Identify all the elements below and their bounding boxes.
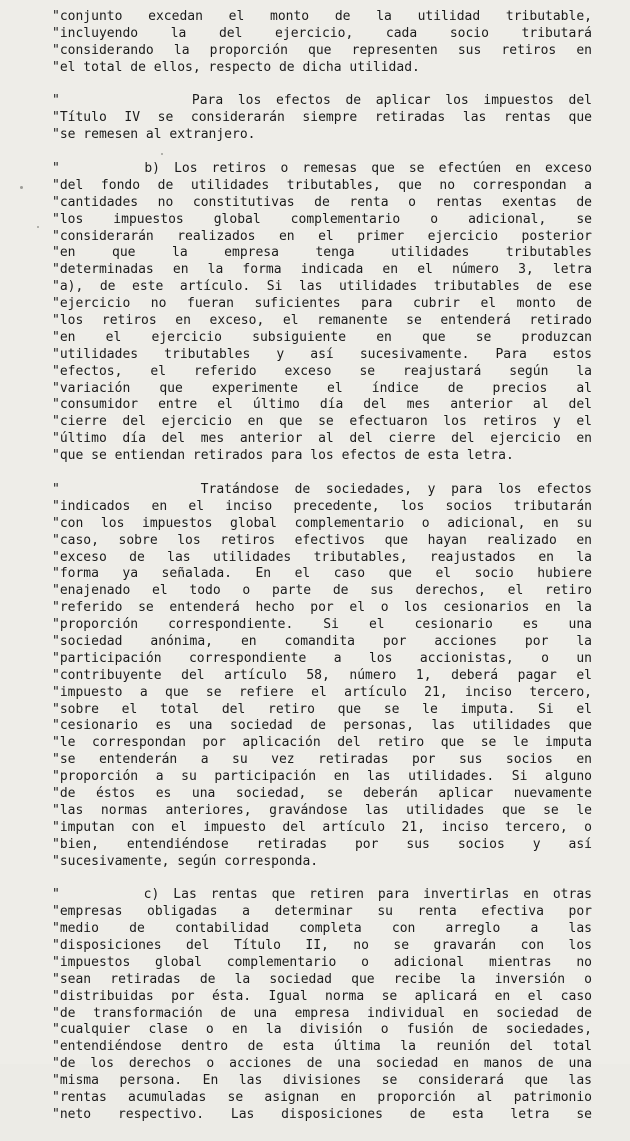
text-line: "incluyendo la del ejercicio, cada socio tributará <box>52 25 592 41</box>
scan-speck <box>37 226 39 228</box>
text-line: "medio de contabilidad completa con arreglo a las <box>52 921 592 937</box>
text-line: "en que la empresa tenga utilidades tributables <box>52 245 592 261</box>
text-line: "referido se entenderá hecho por el o los cesionarios en la <box>52 600 592 616</box>
text-line: " Tratándose de sociedades, y para los efectos <box>52 481 592 497</box>
document-body <box>52 9 592 1141</box>
text-line: "el total de ellos, respecto de dicha utilidad. <box>52 59 420 75</box>
text-line: "variación que experimente el índice de precios al <box>52 380 592 396</box>
text-line: "distribuidas por ésta. Igual norma se aplicará en el caso <box>52 988 592 1004</box>
text-line: "efectos, el referido exceso se reajustará según la <box>52 363 592 379</box>
text-line: "cesionario es una sociedad de personas, las utilidades que <box>52 718 592 734</box>
paragraph-5-letter-c <box>52 887 592 1123</box>
text-line: " c) Las rentas que retiren para invertirlas en otras <box>52 887 592 903</box>
text-line: "del fondo de utilidades tributables, que no correspondan a <box>52 177 592 193</box>
text-line: "que se entiendan retirados para los efectos de esta letra. <box>52 448 514 464</box>
text-line: "proporción correspondiente. Si el cesionario es una <box>52 617 592 633</box>
text-line: "caso, sobre los retiros efectivos que hayan realizado en <box>52 532 592 548</box>
text-line: "enajenado el todo o parte de sus derechos, el retiro <box>52 583 592 599</box>
paragraph-4 <box>52 482 592 870</box>
text-line: "en el ejercicio subsiguiente en que se produzcan <box>52 329 592 345</box>
text-line: "de éstos es una sociedad, se deberán aplicar nuevamente <box>52 785 592 801</box>
text-line: "cantidades no constitutivas de renta o rentas exentas de <box>52 194 592 210</box>
text-line: "neto respectivo. Las disposiciones de esta letra se <box>52 1106 592 1122</box>
scan-speck <box>161 153 163 155</box>
text-line: "último día del mes anterior al del cierre del ejercicio en <box>52 431 592 447</box>
text-line: "impuestos global complementario o adicional mientras no <box>52 954 592 970</box>
text-line: "le correspondan por aplicación del retiro que se le imputa <box>52 735 592 751</box>
text-line: "imputan con el impuesto del artículo 21, inciso tercero, o <box>52 819 592 835</box>
text-line: "impuesto a que se refiere el artículo 21, inciso tercero, <box>52 684 592 700</box>
text-line: "ejercicio no fueran suficientes para cubrir el monto de <box>52 296 592 312</box>
text-line: "consumidor entre el último día del mes anterior al del <box>52 397 592 413</box>
text-line: "entendiéndose dentro de esta última la reunión del total <box>52 1039 592 1055</box>
text-line: "participación correspondiente a los accionistas, o un <box>52 650 592 666</box>
scan-speck <box>20 186 23 189</box>
text-line: "indicados en el inciso precedente, los socios tributarán <box>52 498 592 514</box>
text-line: "cualquier clase o en la división o fusión de sociedades, <box>52 1022 592 1038</box>
text-line: "sucesivamente, según corresponda. <box>52 853 319 869</box>
text-line: "considerarán realizados en el primer ejercicio posterior <box>52 228 592 244</box>
text-line: "Título IV se considerarán siempre retiradas las rentas que <box>52 110 592 126</box>
text-line: "misma persona. En las divisiones se considerará que las <box>52 1073 592 1089</box>
paragraph-3-letter-b <box>52 161 592 465</box>
text-line: "proporción a su participación en las utilidades. Si alguno <box>52 769 592 785</box>
text-line: "exceso de las utilidades tributables, reajustados en la <box>52 549 592 565</box>
text-line: " b) Los retiros o remesas que se efectúen en exceso <box>52 161 592 177</box>
text-line: "rentas acumuladas se asignan en proporción al patrimonio <box>52 1090 592 1105</box>
text-line: "forma ya señalada. En el caso que el socio hubiere <box>52 566 592 582</box>
text-line: "conjunto excedan el monto de la utilidad tributable, <box>52 9 592 24</box>
text-line: "se remesen al extranjero. <box>52 127 256 143</box>
text-line: "sean retiradas de la sociedad que recibe la inversión o <box>52 971 592 987</box>
text-line: "a), de este artículo. Si las utilidades tributables de ese <box>52 279 592 295</box>
text-line: "de transformación de una empresa individual en sociedad de <box>52 1005 592 1021</box>
text-line: "empresas obligadas a determinar su renta efectiva por <box>52 904 592 920</box>
text-line: "con los impuestos global complementario o adicional, en su <box>52 515 592 531</box>
text-line: "las normas anteriores, gravándose las utilidades que se le <box>52 802 592 818</box>
text-line: "de los derechos o acciones de una sociedad en manos de una <box>52 1056 592 1072</box>
text-line: "contribuyente del artículo 58, número 1, deberá pagar el <box>52 667 592 683</box>
text-line: "sociedad anónima, en comandita por acciones por la <box>52 633 592 649</box>
text-line: "bien, entendiéndose retiradas por sus socios y así <box>52 836 592 852</box>
text-line: "disposiciones del Título II, no se gravarán con los <box>52 937 592 953</box>
text-line: "determinadas en la forma indicada en el número 3, letra <box>52 262 592 278</box>
text-line: "los impuestos global complementario o adicional, se <box>52 211 592 227</box>
text-line: "cierre del ejercicio en que se efectuaron los retiros y el <box>52 414 592 430</box>
paragraph-1 <box>52 9 592 77</box>
text-line: "se entenderán a su vez retiradas por sus socios en <box>52 752 592 768</box>
text-line: " Para los efectos de aplicar los impuestos del <box>52 93 592 109</box>
text-line: "considerando la proporción que representen sus retiros en <box>52 42 592 58</box>
text-line: "sobre el total del retiro que se le imputa. Si el <box>52 701 592 717</box>
text-line: "utilidades tributables y así sucesivamente. Para estos <box>52 346 592 362</box>
text-line: "los retiros en exceso, el remanente se entenderá retirado <box>52 313 592 329</box>
paragraph-2 <box>52 93 592 144</box>
